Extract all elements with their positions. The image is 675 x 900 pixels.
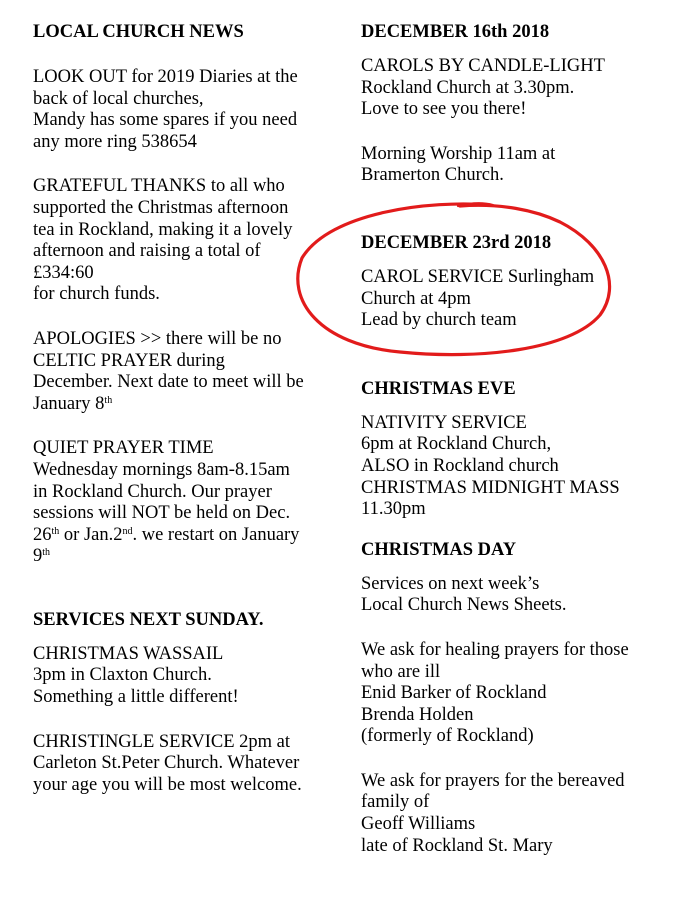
superscript: th xyxy=(104,394,113,406)
text-line: who are ill xyxy=(361,661,441,682)
christmas-eve-heading: CHRISTMAS EVE xyxy=(361,378,516,399)
text-line: supported the Christmas afternoon xyxy=(33,197,289,218)
text-line: family of xyxy=(361,792,430,813)
text-line: We ask for prayers for the bereaved xyxy=(361,770,625,791)
text-line: back of local churches, xyxy=(33,88,204,109)
text-line: CHRISTMAS WASSAIL xyxy=(33,643,224,664)
text-line: in Rockland Church. Our prayer xyxy=(33,481,272,502)
text-line xyxy=(33,525,333,547)
services-next-sunday-heading: SERVICES NEXT SUNDAY. xyxy=(33,609,264,630)
right-column xyxy=(361,20,661,857)
text-line: Something a little different! xyxy=(33,687,239,708)
text-line: We ask for healing prayers for those xyxy=(361,639,629,660)
text-line: Mandy has some spares if you need xyxy=(33,110,298,131)
next-week-paragraph xyxy=(361,574,661,617)
bereaved-prayers-paragraph xyxy=(361,771,661,857)
text-fragment: January 8 xyxy=(33,393,105,414)
text-line: £334:60 xyxy=(33,262,94,283)
quiet-prayer-paragraph xyxy=(33,438,333,568)
text-line: Wednesday mornings 8am-8.15am xyxy=(33,459,290,480)
text-line: Enid Barker of Rockland xyxy=(361,683,547,704)
text-line: 11.30pm xyxy=(361,499,426,520)
apologies-paragraph xyxy=(33,329,333,415)
text-line xyxy=(33,394,333,416)
text-line: Morning Worship 11am at xyxy=(361,143,556,164)
text-line: APOLOGIES >> there will be no xyxy=(33,328,282,349)
diaries-paragraph xyxy=(33,67,333,153)
text-line: any more ring 538654 xyxy=(33,131,197,152)
text-line: CHRISTINGLE SERVICE 2pm at xyxy=(33,731,290,752)
text-line: 3pm in Claxton Church. xyxy=(33,665,212,686)
wassail-paragraph xyxy=(33,644,333,709)
text-line: Church at 4pm xyxy=(361,288,471,309)
healing-prayers-paragraph xyxy=(361,640,661,748)
text-line: CAROLS BY CANDLE-LIGHT xyxy=(361,56,605,76)
text-line: Lead by church team xyxy=(361,310,517,331)
text-line xyxy=(33,546,333,568)
text-line: sessions will NOT be held on Dec. xyxy=(33,503,291,524)
text-line: Rockland Church at 3.30pm. xyxy=(361,77,575,98)
left-column xyxy=(33,20,333,796)
december-16-heading: DECEMBER 16th 2018 xyxy=(361,22,550,42)
text-line: ALSO in Rockland church xyxy=(361,455,559,476)
text-line: CAROL SERVICE Surlingham xyxy=(361,266,595,287)
superscript: nd xyxy=(122,525,133,537)
text-line: Geoff Williams xyxy=(361,814,476,835)
text-line: 6pm at Rockland Church, xyxy=(361,434,552,455)
carols-paragraph xyxy=(361,56,661,121)
text-fragment: . we restart on January xyxy=(132,524,300,545)
december-23-heading: DECEMBER 23rd 2018 xyxy=(361,232,552,253)
text-line: your age you will be most welcome. xyxy=(33,774,302,795)
superscript: th xyxy=(51,525,60,537)
text-fragment: 26 xyxy=(33,524,52,545)
text-line: for church funds. xyxy=(33,284,160,305)
text-line: LOOK OUT for 2019 Diaries at the xyxy=(33,67,298,87)
text-line: CHRISTMAS MIDNIGHT MASS xyxy=(361,477,620,498)
text-line: Services on next week’s xyxy=(361,573,540,594)
text-line: CELTIC PRAYER during xyxy=(33,350,225,371)
text-line: December. Next date to meet will be xyxy=(33,372,304,393)
text-fragment: 9 xyxy=(33,546,43,567)
text-fragment: or Jan.2 xyxy=(59,524,123,545)
text-line: NATIVITY SERVICE xyxy=(361,412,527,433)
morning-worship-paragraph xyxy=(361,144,661,187)
carol-service-paragraph xyxy=(361,267,661,332)
text-line: QUIET PRAYER TIME xyxy=(33,438,214,459)
text-line: Bramerton Church. xyxy=(361,165,504,186)
text-line: Local Church News Sheets. xyxy=(361,595,567,616)
text-line: tea in Rockland, making it a lovely xyxy=(33,219,293,240)
text-line: Love to see you there! xyxy=(361,99,527,120)
text-line: Brenda Holden xyxy=(361,704,474,725)
nativity-paragraph xyxy=(361,413,661,521)
grateful-thanks-paragraph xyxy=(33,176,333,306)
christingle-paragraph xyxy=(33,732,333,797)
text-line: (formerly of Rockland) xyxy=(361,726,534,747)
text-line: Carleton St.Peter Church. Whatever xyxy=(33,753,300,774)
superscript: th xyxy=(42,547,51,559)
local-church-news-heading: LOCAL CHURCH NEWS xyxy=(33,22,244,42)
text-line: GRATEFUL THANKS to all who xyxy=(33,176,285,197)
text-line: afternoon and raising a total of xyxy=(33,241,261,262)
christmas-day-heading: CHRISTMAS DAY xyxy=(361,539,517,560)
text-line: late of Rockland St. Mary xyxy=(361,835,553,856)
